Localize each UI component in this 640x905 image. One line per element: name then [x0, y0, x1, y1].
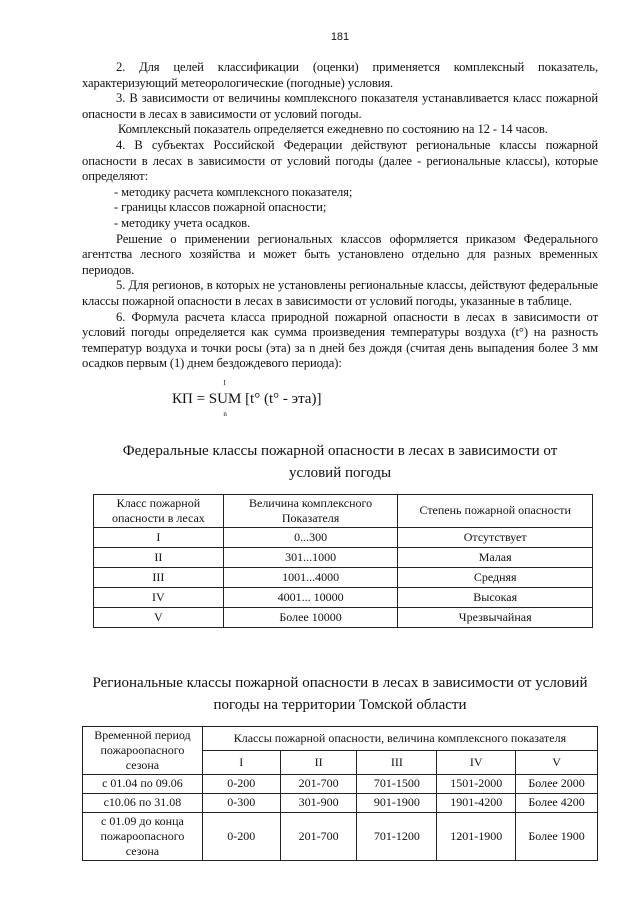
title-line: погоды на территории Томской области [213, 696, 467, 713]
header-cell: Классы пожарной опасности, величина комплексного показателя [202, 726, 597, 750]
header-cell: Временной период пожароопасного сезона [83, 726, 203, 774]
title-line: Федеральные классы пожарной опасности в лесах в зависимости от [122, 442, 558, 459]
body-text [82, 60, 598, 372]
table-row [83, 793, 598, 812]
table-row [94, 527, 593, 547]
cell: Более 4200 [516, 793, 598, 812]
federal-classes-table [93, 494, 593, 628]
table-row [83, 812, 598, 860]
table-row [94, 607, 593, 627]
list-item: - методику учета осадков. [114, 215, 251, 230]
cell: 0...300 [223, 527, 398, 547]
cell: Высокая [398, 587, 593, 607]
header-cell: Степень пожарной опасности [398, 494, 593, 527]
cell: III [94, 567, 224, 587]
cell: 1901-4200 [437, 793, 516, 812]
cell: с10.06 по 31.08 [83, 793, 203, 812]
cell: 0-200 [202, 774, 280, 793]
header-cell: IV [437, 750, 516, 774]
paragraph: Решение о применении региональных классов оформляется приказом Федерального агентства лесного хозяйства и может быть установлено отдельно для разных временных периодов. [82, 231, 598, 277]
header-cell: Класс пожарной опасности в лесах [94, 494, 224, 527]
title-line: Региональные классы пожарной опасности в лесах в зависимости от условий [92, 674, 588, 691]
paragraph: 2. Для целей классификации (оценки) применяется комплексный показатель, характеризующий метеорологические (погодные) условия. [82, 60, 598, 90]
list-item: - методику расчета комплексного показателя; [114, 184, 353, 199]
header-cell: III [357, 750, 437, 774]
paragraph: 5. Для регионов, в которых не установлены региональные классы, действуют федеральные классы пожарной опасности в лесах в зависимости от условий погоды, указанные в таблице. [82, 278, 598, 308]
formula-rhs: [t° (t° - эта)] [241, 390, 322, 407]
regional-classes-table [82, 726, 598, 861]
cell: с 01.04 по 09.06 [83, 774, 203, 793]
formula-lhs: КП = [172, 390, 209, 407]
cell: 1501-2000 [437, 774, 516, 793]
cell: 701-1200 [357, 812, 437, 860]
cell: Более 10000 [223, 607, 398, 627]
header-cell: II [280, 750, 357, 774]
formula-sum-text: SUM [208, 390, 242, 407]
cell: 701-1500 [357, 774, 437, 793]
cell: 301...1000 [223, 547, 398, 567]
cell: 901-1900 [357, 793, 437, 812]
cell: Более 1900 [516, 812, 598, 860]
federal-table-title [82, 440, 598, 484]
formula-sub: n [223, 409, 227, 418]
formula [172, 378, 598, 420]
page-number: 181 [330, 31, 350, 43]
cell: Средняя [398, 567, 593, 587]
table-row [83, 774, 598, 793]
cell: II [94, 547, 224, 567]
title-line: условий погоды [288, 464, 392, 481]
regional-table-title [82, 672, 598, 716]
cell: 0-300 [202, 793, 280, 812]
formula-sum [208, 378, 242, 418]
list-item: - границы классов пожарной опасности; [114, 200, 327, 215]
cell: 1201-1900 [437, 812, 516, 860]
table-row [94, 567, 593, 587]
table-row [94, 547, 593, 567]
cell: V [94, 607, 224, 627]
cell: 201-700 [280, 812, 357, 860]
paragraph: 6. Формула расчета класса природной пожарной опасности в лесах в зависимости от условий погоды определяется как сумма произведения температуры воздуха (t°) на разность температур воздуха и точки росы (эта) за n дней без дождя (считая день выпадения более 3 мм осадков первым (1) днем бездождевого периода): [82, 309, 598, 371]
paragraph: 4. В субъектах Российской Федерации действуют региональные классы пожарной опасности в лесах в зависимости от условий погоды (далее - региональные классы), которые определяют: [82, 137, 598, 184]
table-header-row [94, 494, 593, 527]
cell: Малая [398, 547, 593, 567]
cell: Чрезвычайная [398, 607, 593, 627]
header-cell: Величина комплексного Показателя [223, 494, 398, 527]
cell: 4001... 10000 [223, 587, 398, 607]
header-cell: I [202, 750, 280, 774]
formula-sup: I [223, 378, 226, 387]
header-cell: V [516, 750, 598, 774]
cell: 301-900 [280, 793, 357, 812]
cell: I [94, 527, 224, 547]
table-row [94, 587, 593, 607]
cell: 201-700 [280, 774, 357, 793]
paragraph: Комплексный показатель определяется ежедневно по состоянию на 12 - 14 часов. [118, 122, 548, 137]
table-header-row [83, 726, 598, 750]
paragraph: 3. В зависимости от величины комплексного показателя устанавливается класс пожарной опасности в лесах в зависимости от условий погоды. [82, 91, 598, 121]
cell: Более 2000 [516, 774, 598, 793]
cell: 1001...4000 [223, 567, 398, 587]
cell: Отсутствует [398, 527, 593, 547]
cell: с 01.09 до конца пожароопасного сезона [83, 812, 203, 860]
cell: 0-200 [202, 812, 280, 860]
cell: IV [94, 587, 224, 607]
